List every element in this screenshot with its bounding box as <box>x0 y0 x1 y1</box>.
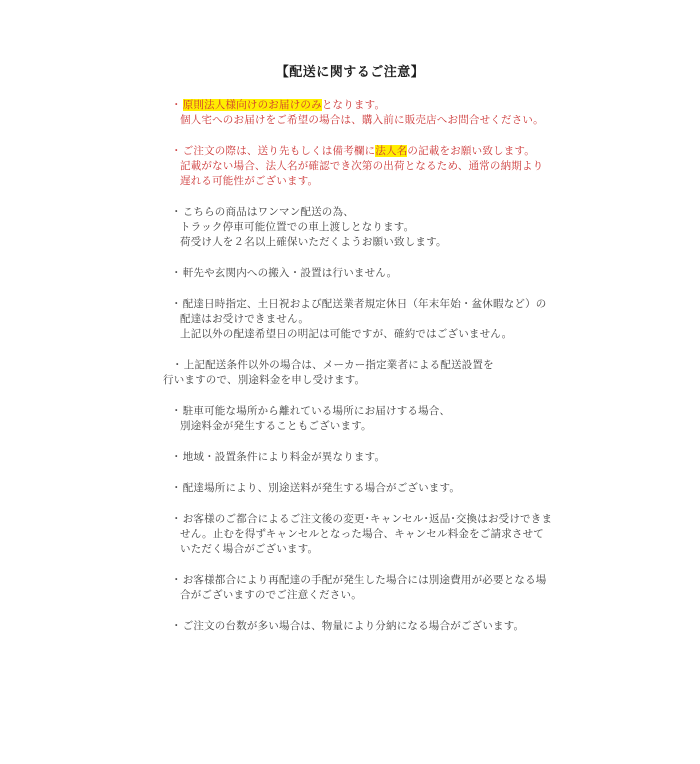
notice-item <box>163 98 633 128</box>
notice-line <box>180 588 633 603</box>
bullet-point: ・ <box>171 574 182 586</box>
notice-line-first <box>171 481 633 496</box>
text-segment: 駐車可能な場所から離れている場所にお届けする場合、 <box>182 405 451 417</box>
notice-line <box>180 174 633 189</box>
notice-line-first <box>172 358 633 373</box>
text-segment: ご注文の際は、送り先もしくは備考欄に <box>182 145 376 157</box>
text-segment: 上記配送条件以外の場合は、メーカー指定業者による配送設置を <box>183 359 494 371</box>
highlighted-text: 法人名 <box>375 145 408 157</box>
notice-line <box>180 113 633 128</box>
notice-line-first <box>171 297 633 312</box>
text-segment: 軒先や玄関内への搬入・設置は行いません。 <box>182 267 398 279</box>
notice-item <box>163 481 633 496</box>
text-segment: こちらの商品はワンマン配送の為、 <box>182 206 354 218</box>
bullet-point: ・ <box>171 482 182 494</box>
notice-line <box>180 159 633 174</box>
notice-item <box>163 358 633 388</box>
notice-item <box>163 573 633 603</box>
text-segment: 配達はお受けできません。 <box>180 313 310 325</box>
bullet-point: ・ <box>171 267 182 279</box>
notice-item <box>163 512 633 557</box>
text-segment: トラック停車可能位置での車上渡しとなります。 <box>180 221 415 233</box>
bullet-point: ・ <box>171 99 182 111</box>
text-segment: 別途料金が発生することもございます。 <box>180 420 372 432</box>
text-segment: 地域・設置条件により料金が異なります。 <box>182 451 386 463</box>
text-segment: の記載をお願い致します。 <box>407 145 535 157</box>
notice-line-first <box>171 98 633 113</box>
notice-line <box>180 327 633 342</box>
notice-line-first <box>171 404 633 419</box>
notice-line <box>180 312 633 327</box>
notice-item <box>163 404 633 434</box>
notice-line <box>180 220 633 235</box>
notice-line-first <box>171 266 633 281</box>
text-segment: となります。 <box>321 99 386 111</box>
bullet-point: ・ <box>171 451 182 463</box>
text-segment: 配達日時指定、土日祝および配送業者規定休日（年末年始・盆休暇など）の <box>182 298 547 310</box>
document-page <box>0 64 700 764</box>
notice-line <box>180 527 633 542</box>
text-segment: お客様のご都合によるご注文後の変更･キャンセル･返品･交換はお受けできま <box>182 513 553 525</box>
text-segment: 上記以外の配達希望日の明記は可能ですが、確約ではございません。 <box>180 328 513 340</box>
notice-line <box>180 542 633 557</box>
notice-line-first <box>171 450 633 465</box>
text-segment: 個人宅へのお届けをご希望の場合は、購入前に販売店へお問合せください。 <box>180 114 544 126</box>
highlighted-text: 原則法人様向けのお届けのみ <box>182 99 322 111</box>
notice-item <box>163 266 633 281</box>
notice-line <box>180 235 633 250</box>
notice-item <box>163 297 633 342</box>
bullet-point: ・ <box>171 620 182 632</box>
text-segment: 配達場所により、別途送料が発生する場合がございます。 <box>182 482 461 494</box>
text-segment: ご注文の台数が多い場合は、物量により分納になる場合がございます。 <box>182 620 525 632</box>
text-segment: いただく場合がございます。 <box>180 543 319 555</box>
text-segment: 行いますので、別途料金を申し受けます。 <box>163 374 366 386</box>
notice-line-first <box>171 619 633 634</box>
text-segment: 遅れる可能性がございます。 <box>180 175 319 187</box>
page-title: 【配送に関するご注意】 <box>275 65 425 80</box>
notice-item <box>163 619 633 634</box>
notice-line <box>180 419 633 434</box>
bullet-point: ・ <box>171 513 182 525</box>
bullet-point: ・ <box>171 145 182 157</box>
notice-item <box>163 450 633 465</box>
text-segment: 合がございますのでご注意ください。 <box>180 589 362 601</box>
text-segment: 記載がない場合、法人名が確認でき次第の出荷となるため、通常の納期より <box>180 160 544 172</box>
bullet-point: ・ <box>171 206 182 218</box>
text-segment: 荷受け人を２名以上確保いただくようお願い致します。 <box>180 236 447 248</box>
text-segment: せん。止むを得ずキャンセルとなった場合、キャンセル料金をご請求させて <box>180 528 545 540</box>
notice-line-first <box>171 205 633 220</box>
notice-item <box>163 205 633 250</box>
notice-line-first <box>171 512 633 527</box>
notice-line-first <box>171 573 633 588</box>
notices-list <box>163 98 633 634</box>
notice-line-first <box>171 144 633 159</box>
notice-line <box>163 373 633 388</box>
bullet-point: ・ <box>171 298 182 310</box>
notice-item <box>163 144 633 189</box>
text-segment: お客様都合により再配達の手配が発生した場合には別途費用が必要となる場 <box>182 574 547 586</box>
bullet-point: ・ <box>171 405 182 417</box>
bullet-point: ・ <box>172 359 183 371</box>
